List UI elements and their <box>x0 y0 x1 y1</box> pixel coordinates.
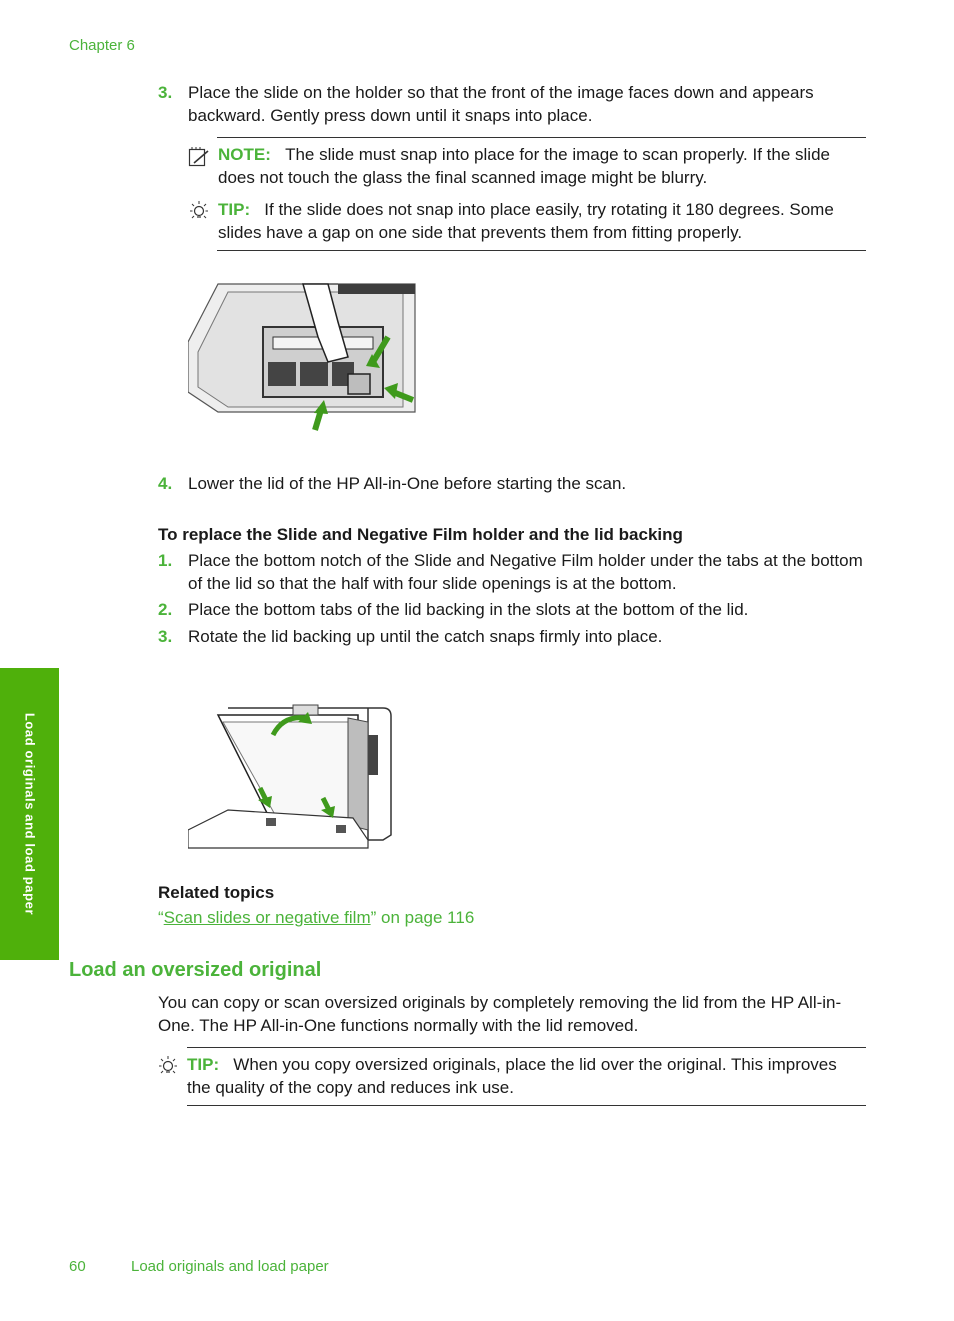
lid-backing-illustration <box>188 700 394 850</box>
oversized-heading: Load an oversized original <box>69 959 322 981</box>
lightbulb-icon <box>156 1055 180 1079</box>
tip2-rule-top <box>187 1047 866 1048</box>
tip-lead: TIP: <box>218 200 251 219</box>
step-text: Place the bottom tabs of the lid backing in the slots at the bottom of the lid. <box>188 600 749 619</box>
chapter-label: Chapter 6 <box>69 37 135 54</box>
related-link[interactable] <box>158 908 474 928</box>
side-tab-label: Load originals and load paper <box>22 712 37 916</box>
note-text: The slide must snap into place for the image to scan properly. If the slide does not touch the glass the final scanned image might be blurry. <box>218 145 830 187</box>
link-page-ref: ” on page 116 <box>370 908 475 927</box>
oversized-paragraph: You can copy or scan oversized originals by completely removing the lid from the HP All-in-One. The HP All-in-One functions normally with the lid removed. <box>158 993 842 1035</box>
page-number: 60 <box>69 1258 86 1275</box>
replace-heading: To replace the Slide and Negative Film holder and the lid backing <box>158 525 683 544</box>
related-link-text[interactable]: Scan slides or negative film <box>163 908 371 927</box>
tip-lead: TIP: <box>187 1055 220 1074</box>
tip-text: If the slide does not snap into place easily, try rotating it 180 degrees. Some slides have a gap on one side that prevents them from fitting properly. <box>218 200 834 242</box>
step-text: Place the bottom notch of the Slide and Negative Film holder under the tabs at the bottom of the lid so that the half with four slide openings is at the bottom. <box>188 551 863 593</box>
callout-rule-top <box>217 137 866 138</box>
step-number: 2. <box>158 600 173 619</box>
tip2-callout <box>187 1054 857 1099</box>
callout-rule-bottom <box>217 250 866 251</box>
tip2-rule-bottom <box>187 1105 866 1106</box>
note-pencil-icon <box>188 146 210 168</box>
note-callout <box>218 144 868 189</box>
step-text: Rotate the lid backing up until the catch snaps firmly into place. <box>188 627 663 646</box>
step-number: 1. <box>158 551 173 570</box>
related-heading: Related topics <box>158 883 275 902</box>
note-lead: NOTE: <box>218 145 271 164</box>
tip-text: When you copy oversized originals, place the lid over the original. This improves the quality of the copy and reduces ink use. <box>187 1055 837 1097</box>
step-text: Lower the lid of the HP All-in-One before starting the scan. <box>188 474 627 493</box>
tip-callout <box>218 199 868 244</box>
step-number: 3. <box>158 627 173 646</box>
side-tab <box>0 668 59 960</box>
link-open-quote: “ <box>158 908 164 927</box>
step-text: Place the slide on the holder so that the front of the image faces down and appears backward. Gently press down until it snaps into place. <box>188 83 814 125</box>
step-number: 3. <box>158 83 173 102</box>
lightbulb-icon <box>187 200 211 224</box>
footer-title: Load originals and load paper <box>131 1258 329 1275</box>
step-number: 4. <box>158 474 173 493</box>
slide-holder-illustration <box>188 282 418 432</box>
